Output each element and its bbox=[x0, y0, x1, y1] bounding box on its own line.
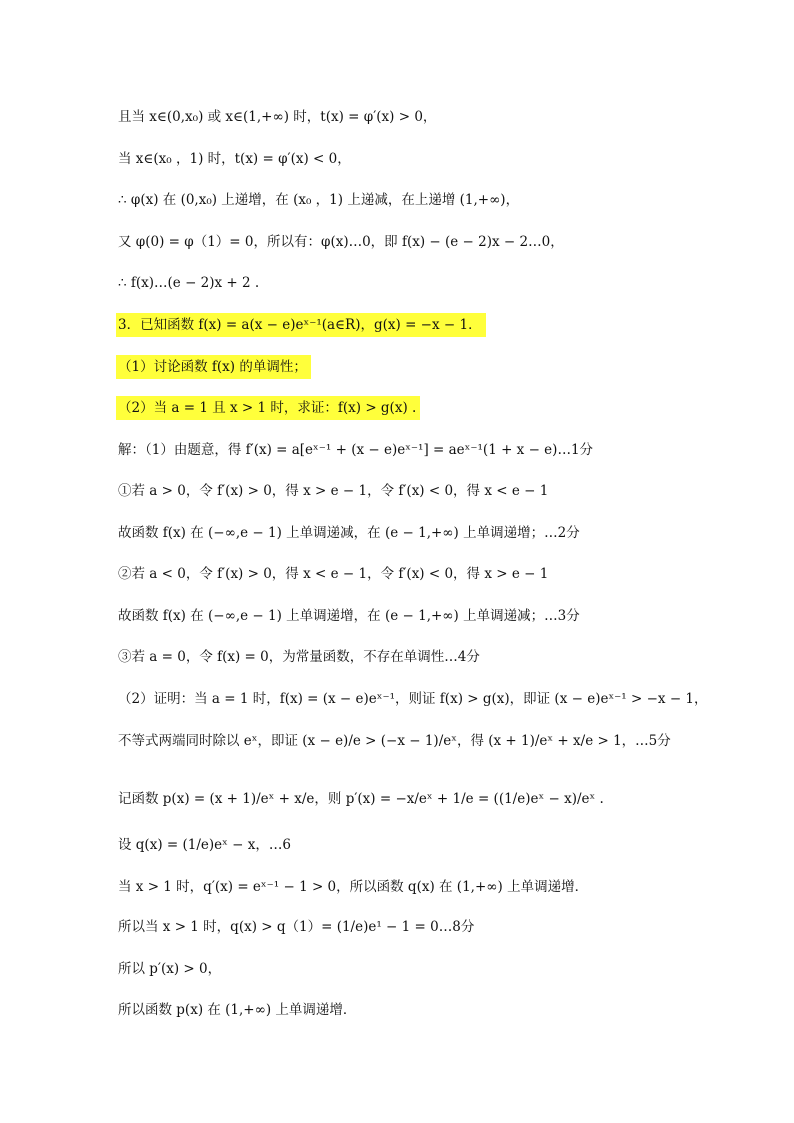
text-line bbox=[118, 108, 436, 126]
line-text: 所以函数 p(x) 在 (1,+∞) 上单调递增． bbox=[118, 1002, 357, 1018]
line-text: ∴ f(x)…(e − 2)x + 2 . bbox=[118, 275, 260, 291]
problem-part-1 bbox=[118, 358, 311, 376]
line-text: ∴ φ(x) 在 (0,x₀) 上递增，在 (x₀ ，1) 上递减，在上递增 (1,+∞)， bbox=[118, 192, 520, 208]
highlighted-text: （2）当 a = 1 且 x > 1 时，求证：f(x) > g(x) . bbox=[116, 396, 420, 420]
text-line bbox=[118, 1001, 356, 1019]
text-line bbox=[118, 918, 474, 936]
text-line bbox=[118, 960, 221, 978]
problem-statement bbox=[118, 316, 486, 334]
line-text: 且当 x∈(0,x₀) 或 x∈(1,+∞) 时，t(x) = φ′(x) > 0， bbox=[118, 109, 437, 125]
line-text: ②若 a < 0，令 f′(x) > 0，得 x < e − 1，令 f′(x) < 0，得 x > e − 1 bbox=[118, 566, 549, 582]
text-line bbox=[118, 565, 548, 583]
line-text: 解：（1）由题意，得 f′(x) = a[eˣ⁻¹ + (x − e)eˣ⁻¹] = aeˣ⁻¹(1 + x − e)…1分 bbox=[118, 442, 594, 458]
text-line bbox=[118, 524, 580, 542]
problem-part-2 bbox=[118, 399, 420, 417]
line-text: 所以当 x > 1 时，q(x) > q（1）= (1/e)e¹ − 1 = 0…8分 bbox=[118, 919, 475, 935]
highlighted-text: 3．已知函数 f(x) = a(x − e)eˣ⁻¹(a∈R)，g(x) = −x − 1． bbox=[116, 313, 486, 337]
text-line bbox=[118, 648, 480, 666]
text-line bbox=[118, 191, 519, 209]
text-line bbox=[118, 690, 708, 708]
line-text: （2）证明：当 a = 1 时，f(x) = (x − e)eˣ⁻¹，则证 f(x) > g(x)，即证 (x − e)eˣ⁻¹ > −x − 1， bbox=[118, 691, 708, 707]
line-text: 所以 p′(x) > 0， bbox=[118, 961, 222, 977]
line-text: ③若 a = 0，令 f(x) = 0，为常量函数，不存在单调性…4分 bbox=[118, 649, 480, 665]
line-text: 当 x > 1 时，q′(x) = eˣ⁻¹ − 1 > 0，所以函数 q(x) 在 (1,+∞) 上单调递增． bbox=[118, 879, 589, 895]
text-line bbox=[118, 441, 593, 459]
line-text: 记函数 p(x) = (x + 1)/eˣ + x/e，则 p′(x) = −x/eˣ + 1/e = ((1/e)eˣ − x)/eˣ . bbox=[118, 791, 604, 807]
line-text: ①若 a > 0，令 f′(x) > 0，得 x > e − 1，令 f′(x) < 0，得 x < e − 1 bbox=[118, 483, 549, 499]
line-text: 故函数 f(x) 在 (−∞,e − 1) 上单调递减，在 (e − 1,+∞) 上单调递增；…2分 bbox=[118, 525, 580, 541]
text-line bbox=[118, 233, 564, 251]
line-text: 不等式两端同时除以 eˣ，即证 (x − e)/e > (−x − 1)/eˣ，得 (x + 1)/eˣ + x/e > 1，…5分 bbox=[118, 733, 671, 749]
text-line bbox=[118, 274, 259, 292]
line-text: 又 φ(0) = φ（1）= 0，所以有：φ(x)…0，即 f(x) − (e − 2)x − 2…0， bbox=[118, 234, 564, 250]
text-line bbox=[118, 836, 291, 854]
line-text: 故函数 f(x) 在 (−∞,e − 1) 上单调递增，在 (e − 1,+∞) 上单调递减；…3分 bbox=[118, 608, 580, 624]
text-line bbox=[118, 732, 671, 750]
text-line bbox=[118, 878, 588, 896]
text-line bbox=[118, 482, 548, 500]
text-line bbox=[118, 150, 351, 168]
line-text: 设 q(x) = (1/e)eˣ − x，…6 bbox=[118, 837, 291, 853]
text-line bbox=[118, 607, 580, 625]
highlighted-text: （1）讨论函数 f(x) 的单调性； bbox=[116, 355, 311, 379]
text-line bbox=[118, 790, 604, 808]
line-text: 当 x∈(x₀ ，1) 时，t(x) = φ′(x) < 0， bbox=[118, 151, 351, 167]
